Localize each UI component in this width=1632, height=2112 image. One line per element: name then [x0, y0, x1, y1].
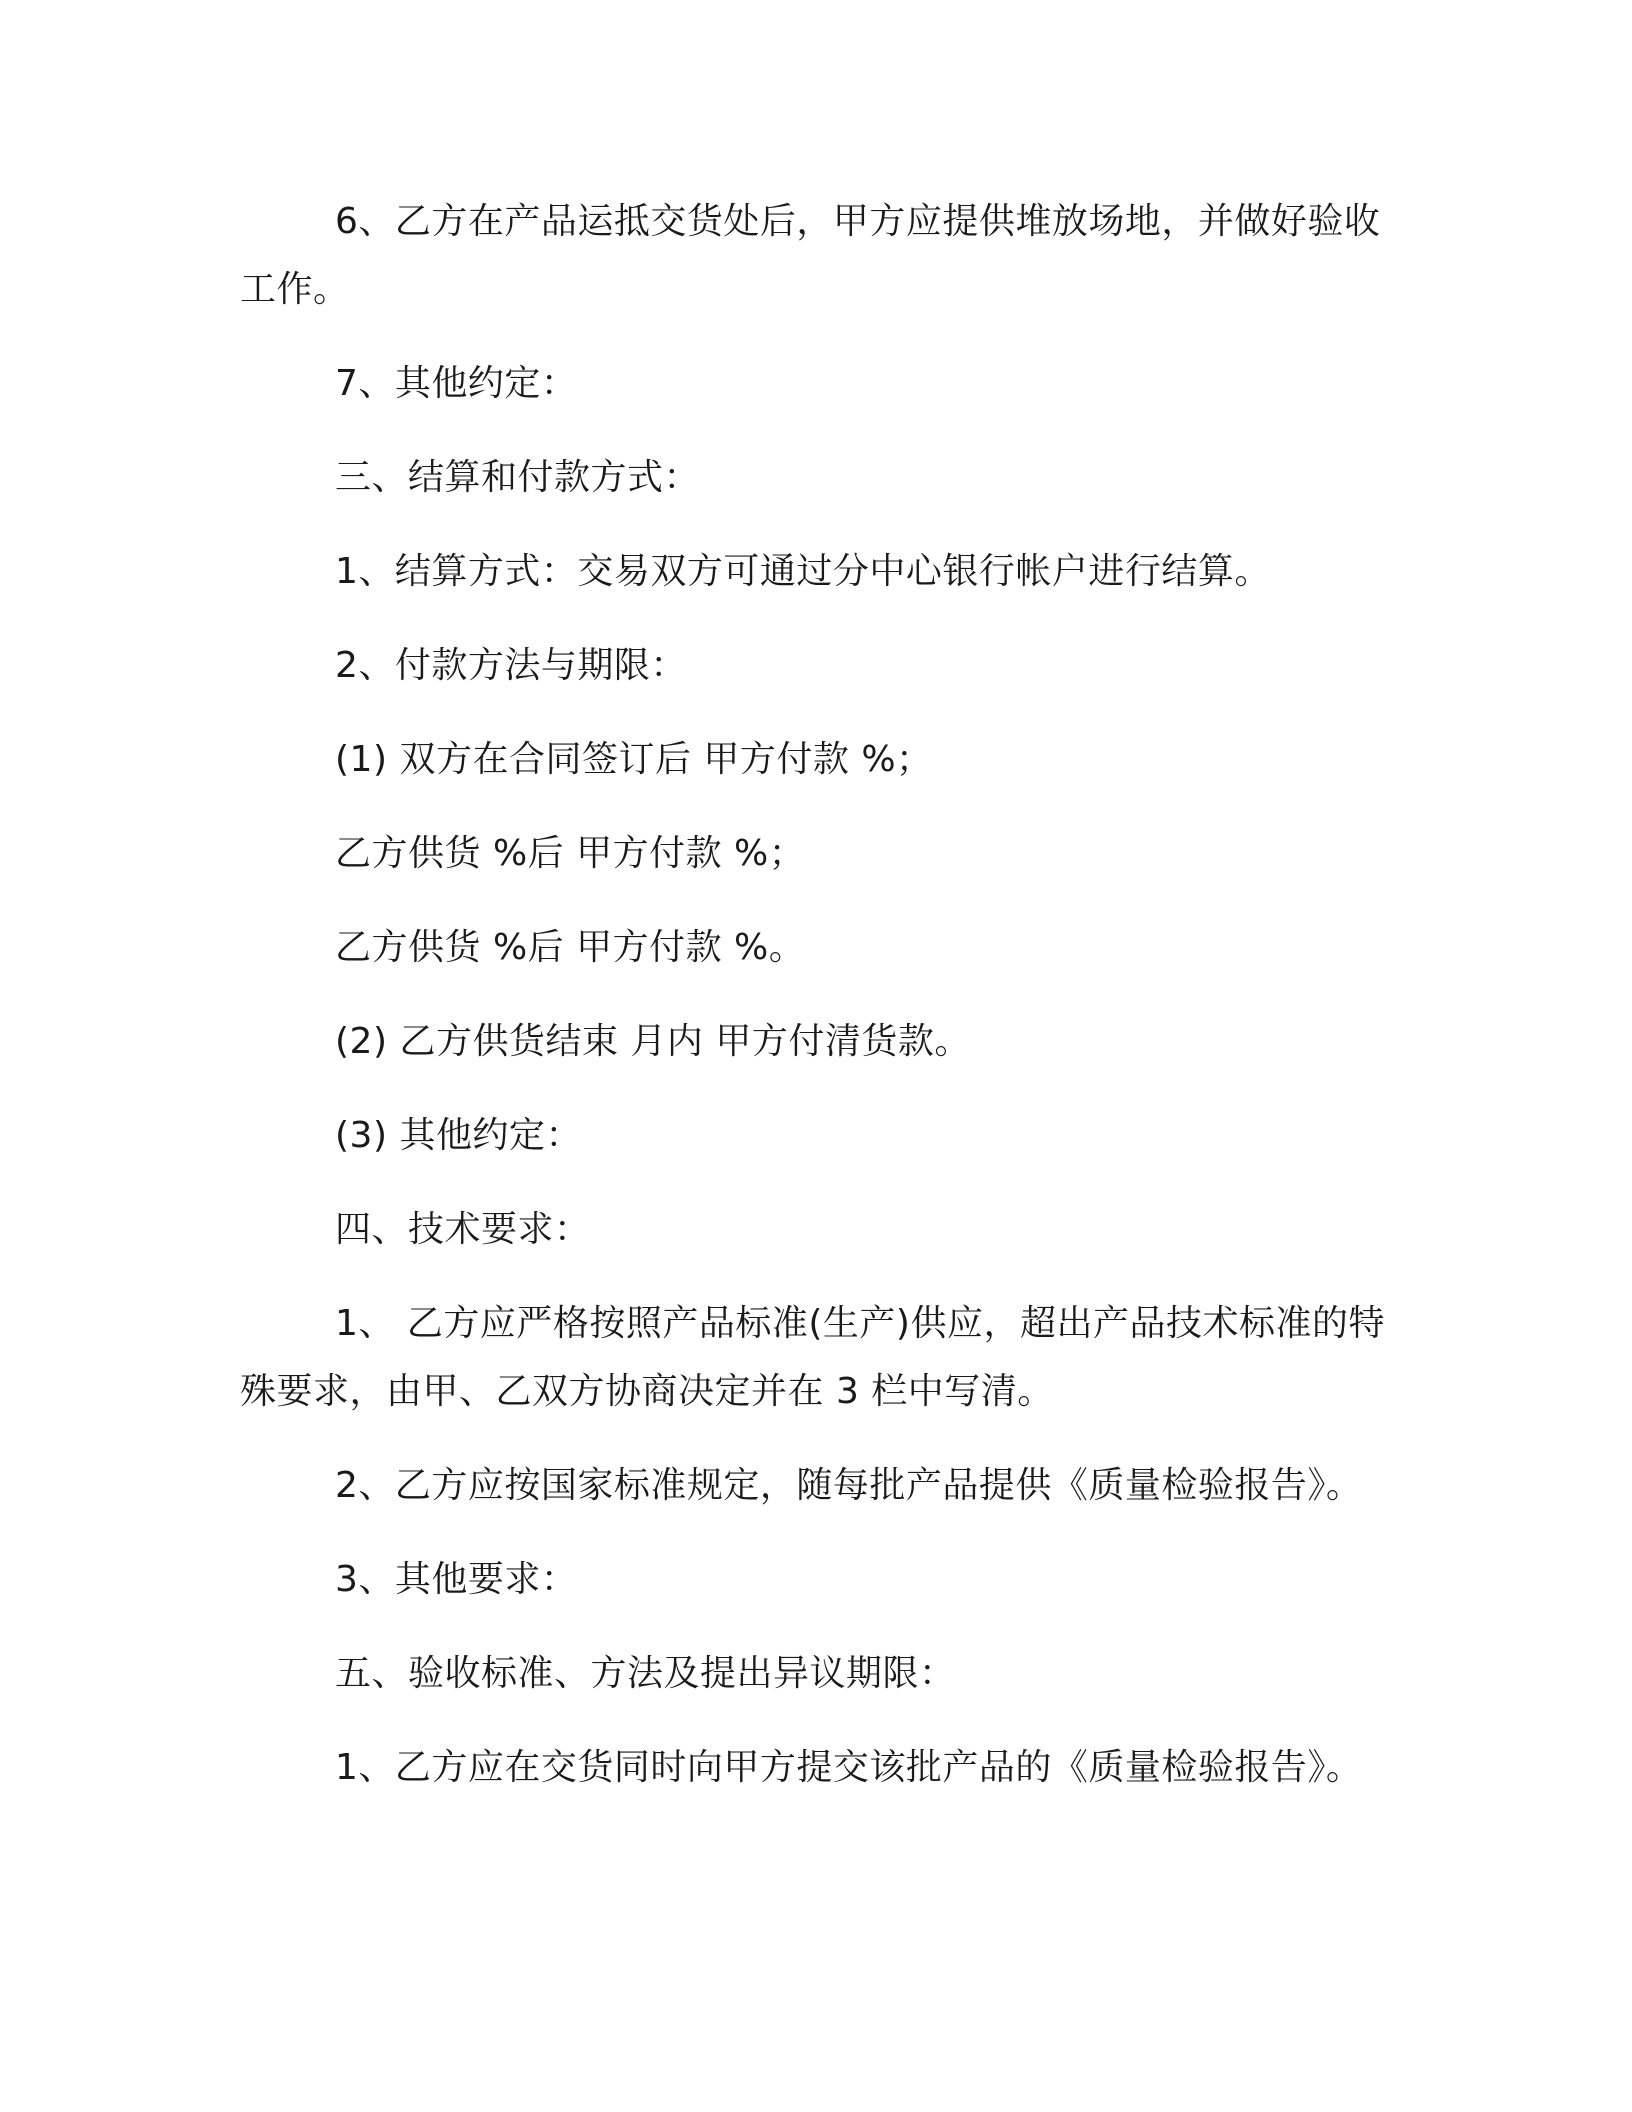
payment-term-1-line-2: 乙方供货 %后 甲方付款 %； — [335, 833, 806, 874]
section-3-heading: 三、结算和付款方式： — [335, 457, 701, 498]
section-4-heading: 四、技术要求： — [335, 1209, 591, 1250]
tech-requirement-1: 1、 乙方应严格按照产品标准(生产)供应，超出产品技术标准的特殊要求，由甲、乙双方协商决定并在 3 栏中写清。 — [240, 1303, 1385, 1412]
settlement-method: 1、结算方式：交易双方可通过分中心银行帐户进行结算。 — [335, 551, 1271, 592]
payment-term-2: (2) 乙方供货结束 月内 甲方付清货款。 — [335, 1021, 971, 1062]
document-body — [240, 188, 1390, 1802]
payment-term-3: (3) 其他约定： — [335, 1115, 582, 1156]
payment-term-1-line-3: 乙方供货 %后 甲方付款 %。 — [335, 927, 806, 968]
paragraph-6-acceptance: 6、乙方在产品运抵交货处后，甲方应提供堆放场地，并做好验收工作。 — [240, 201, 1381, 310]
paragraph-7-other: 7、其他约定： — [335, 363, 578, 404]
payment-terms-heading: 2、付款方法与期限： — [335, 645, 687, 686]
tech-requirement-3: 3、其他要求： — [335, 1559, 578, 1600]
payment-term-1: (1) 双方在合同签订后 甲方付款 %； — [335, 739, 933, 780]
tech-requirement-2: 2、乙方应按国家标准规定，随每批产品提供《质量检验报告》。 — [335, 1465, 1363, 1506]
section-5-heading: 五、验收标准、方法及提出异议期限： — [335, 1653, 956, 1694]
acceptance-standard-1: 1、乙方应在交货同时向甲方提交该批产品的《质量检验报告》。 — [335, 1747, 1363, 1788]
